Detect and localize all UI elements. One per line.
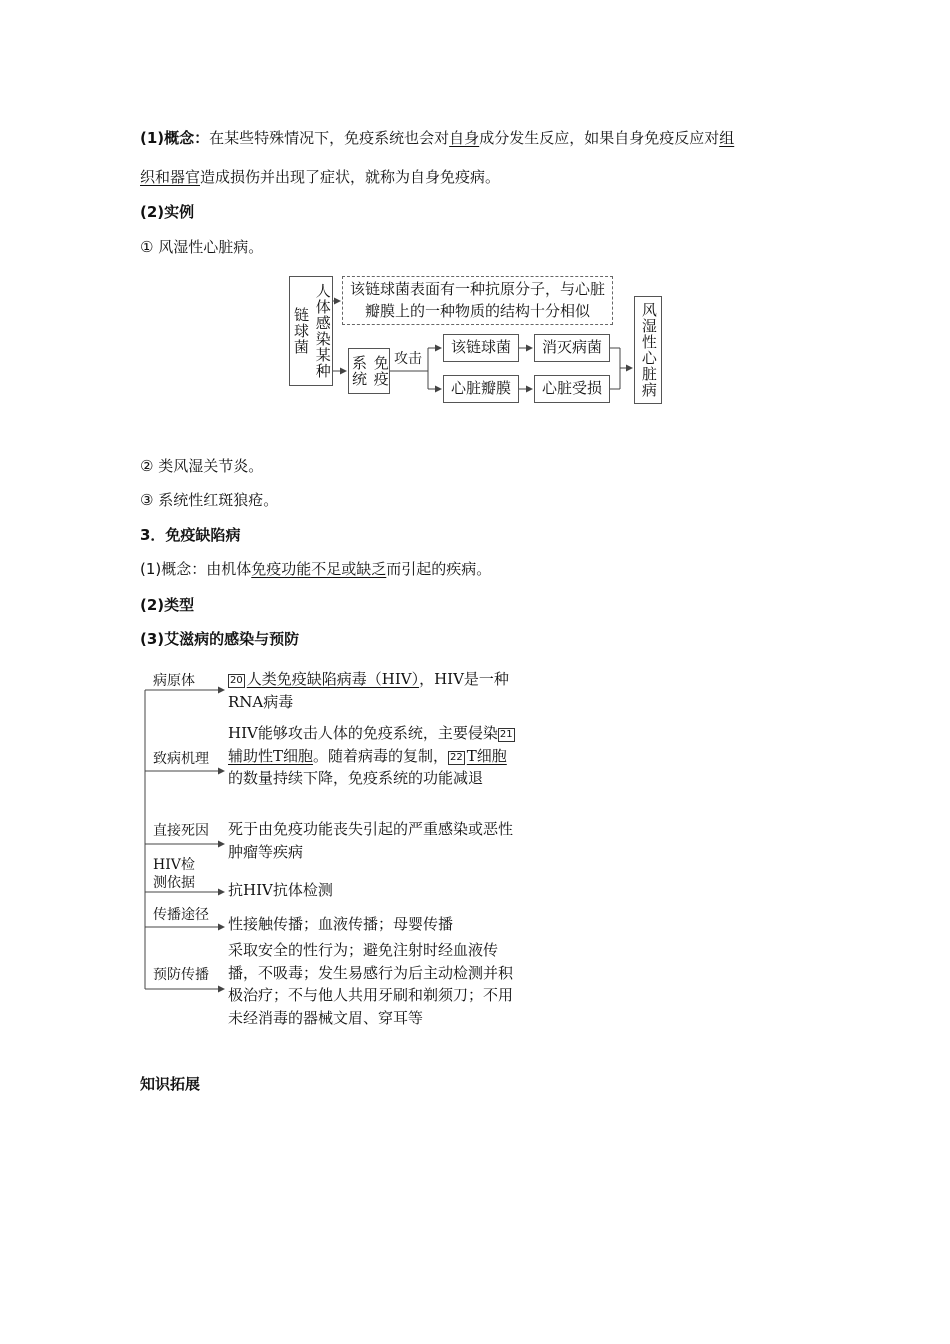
concept-prefix: (1)概念：: [140, 129, 210, 147]
pathogen-text: ，HIV是一种RNA病毒: [228, 670, 509, 711]
example-3: ③ 系统性红斑狼疮。: [140, 491, 279, 509]
box-heart-damage: 心脏受损: [534, 375, 610, 403]
num-22: 22: [450, 751, 463, 763]
mechanism-p1: HIV能够攻击人体的免疫系统，主要侵染: [228, 724, 498, 742]
types-heading: (2)类型: [140, 596, 195, 614]
mechanism-p2: 。随着病毒的复制，: [313, 746, 449, 765]
text-direct-cause: 死于由免疫功能丧失引起的严重感染或恶性肿瘤等疾病: [228, 820, 514, 861]
concept-text-1: 在某些特殊情况下，免疫系统也会对: [209, 129, 450, 147]
immunodef-suffix: 而引起的疾病。: [386, 560, 492, 578]
examples-heading: (2)实例: [140, 203, 195, 221]
example-1: ① 风湿性心脏病。: [140, 238, 264, 256]
label-prevention: 预防传播: [153, 967, 209, 983]
immunodef-concept: [140, 558, 491, 579]
knowledge-heading: 知识拓展: [140, 1075, 201, 1093]
label-direct-cause: 直接死因: [153, 823, 209, 839]
example-2: ② 类风湿关节炎。: [140, 457, 264, 475]
mechanism-underline-1: 辅助性T细胞: [228, 746, 314, 765]
concept-underline-organ-b: 织和器官: [140, 168, 201, 186]
mechanism-underline-2: T细胞: [466, 746, 507, 765]
concept-line-1: [140, 127, 734, 148]
label-mechanism: 致病机理: [153, 751, 209, 767]
immunodef-underline: 免疫功能不足或缺乏: [251, 560, 387, 578]
label-hiv-test: HIV检测依据: [153, 857, 195, 892]
aids-heading: (3)艾滋病的感染与预防: [140, 630, 300, 648]
mechanism-p3: 的数量持续下降，免疫系统的功能减退: [228, 769, 484, 787]
box-immune-system: 免疫系统: [348, 348, 390, 394]
concept-text-3: 造成损伤并出现了症状，就称为自身免疫病。: [200, 168, 501, 186]
num-21: 21: [499, 729, 513, 740]
text-pathogen: [228, 668, 518, 713]
num-20: 20: [230, 675, 243, 686]
box-strep: 该链球菌: [443, 334, 519, 362]
concept-text-2: 成分发生反应，如果自身免疫反应对: [479, 129, 720, 147]
box-kill-bacteria: 消灭病菌: [534, 334, 610, 362]
box-antigen-note: 该链球菌表面有一种抗原分子，与心脏瓣膜上的一种物质的结构十分相似: [342, 276, 613, 325]
immunodef-prefix: (1)概念：由机体: [140, 560, 252, 578]
box-rheumatic-heart-disease: 风湿性心脏病: [634, 296, 662, 404]
label-transmission: 传播途径: [153, 907, 209, 923]
concept-line-2: [140, 166, 500, 187]
text-transmission: 性接触传播；血液传播；母婴传播: [228, 915, 454, 933]
label-attack: 攻击: [394, 351, 422, 367]
text-mechanism: [228, 722, 518, 790]
concept-underline-self: 自身: [449, 129, 480, 147]
text-prevention: 采取安全的性行为；避免注射时经血液传播，不吸毒；发生易感行为后主动检测并积极治疗；不与他人共用牙刷和剃须刀；不用未经消毒的器械文眉、穿耳等: [228, 941, 514, 1027]
box-heart-valve: 心脏瓣膜: [443, 375, 519, 403]
box-human-infected: 人体感染某种链球菌: [289, 276, 333, 386]
concept-underline-organ-a: 组: [719, 129, 735, 147]
aids-diagram: [140, 668, 520, 1038]
text-hiv-test: 抗HIV抗体检测: [228, 881, 333, 899]
label-pathogen: 病原体: [153, 673, 195, 689]
pathogen-underline: 人类免疫缺陷病毒（HIV）: [246, 670, 420, 688]
section-3-heading: 3．免疫缺陷病: [140, 526, 241, 544]
